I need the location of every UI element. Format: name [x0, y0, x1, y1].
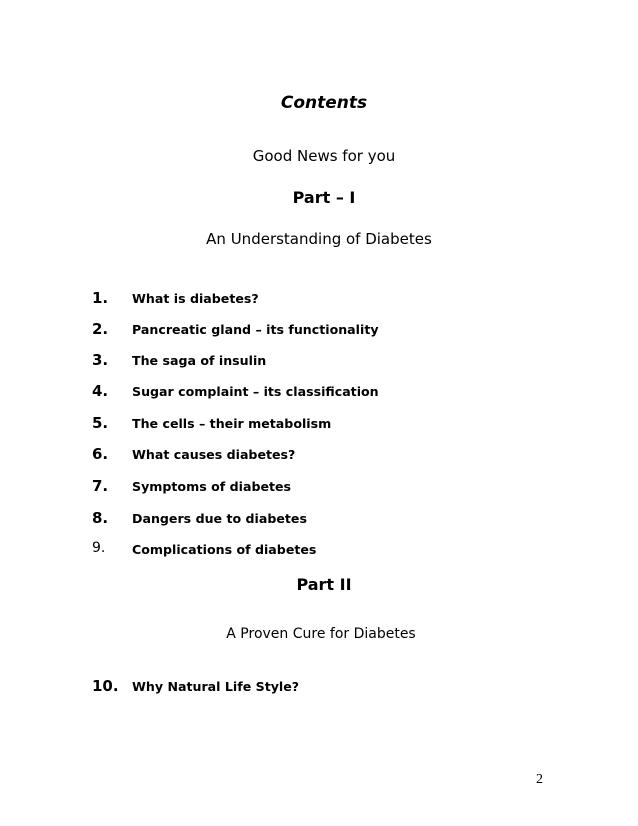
- toc-item-title: Complications of diabetes: [132, 542, 317, 557]
- toc-item-title: Pancreatic gland – its functionality: [132, 322, 379, 337]
- toc-item-number: 7.: [92, 477, 109, 495]
- contents-subtitle: Good News for you: [252, 147, 396, 165]
- toc-item-2: [0, 320, 638, 338]
- toc-item-number: 10.: [92, 677, 119, 695]
- toc-item-number: 4.: [92, 382, 109, 400]
- toc-item-9: [0, 540, 638, 558]
- toc-item-title: The cells – their metabolism: [132, 416, 332, 431]
- toc-item-number: 1.: [92, 289, 109, 307]
- page-number: 2: [536, 772, 543, 787]
- part-2-heading: Part II: [296, 575, 352, 594]
- toc-item-number: 9.: [92, 540, 106, 556]
- toc-item-number: 2.: [92, 320, 109, 338]
- toc-item-title: What is diabetes?: [132, 291, 259, 306]
- part-1-subtitle: An Understanding of Diabetes: [206, 230, 432, 248]
- toc-item-8: [0, 509, 638, 527]
- toc-item-number: 6.: [92, 445, 109, 463]
- part-1-heading: Part – I: [292, 188, 356, 207]
- toc-item-title: Dangers due to diabetes: [132, 511, 307, 526]
- toc-item-number: 8.: [92, 509, 109, 527]
- toc-item-title: What causes diabetes?: [132, 447, 296, 462]
- toc-item-5: [0, 414, 638, 432]
- toc-item-title: Why Natural Life Style?: [132, 679, 300, 694]
- toc-item-number: 3.: [92, 351, 109, 369]
- toc-item-title: The saga of insulin: [132, 353, 267, 368]
- toc-item-title: Sugar complaint – its classification: [132, 384, 379, 399]
- toc-item-4: [0, 382, 638, 400]
- toc-item-1: [0, 289, 638, 307]
- toc-item-7: [0, 477, 638, 495]
- contents-heading: Contents: [280, 93, 368, 113]
- toc-item-3: [0, 351, 638, 369]
- toc-item-6: [0, 445, 638, 463]
- toc-item-number: 5.: [92, 414, 109, 432]
- part-2-subtitle: A Proven Cure for Diabetes: [226, 626, 416, 642]
- toc-item-10: [0, 677, 638, 695]
- toc-item-title: Symptoms of diabetes: [132, 479, 292, 494]
